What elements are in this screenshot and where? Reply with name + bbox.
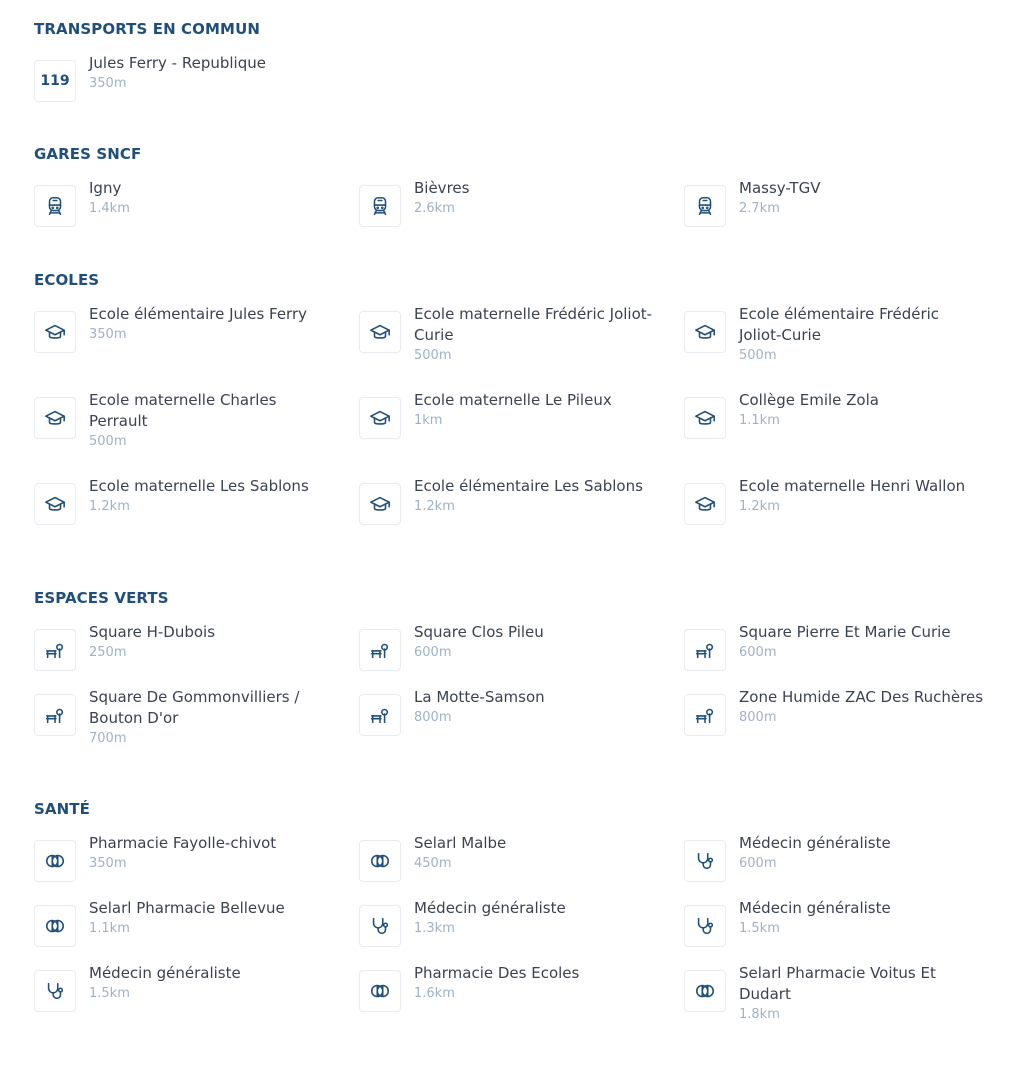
train-icon (684, 185, 726, 227)
item-name: Médecin généraliste (739, 899, 891, 917)
list-item[interactable] (34, 179, 334, 249)
item-distance: 1.6km (414, 986, 455, 1001)
item-name: Médecin généraliste (89, 964, 241, 982)
list-item[interactable] (359, 623, 659, 693)
graduation-cap-icon (359, 397, 401, 439)
pill-icon (359, 970, 401, 1012)
item-name: Ecole élémentaire Jules Ferry (89, 305, 308, 323)
item-distance: 1.3km (414, 921, 455, 936)
graduation-cap-icon (359, 311, 401, 353)
list-item[interactable] (34, 834, 334, 904)
section-ecoles (34, 271, 994, 561)
item-text (414, 304, 659, 366)
item-distance: 350m (89, 76, 127, 91)
list-item[interactable] (359, 305, 659, 375)
item-name: Ecole élémentaire Frédéric Joliot-Curie (739, 305, 940, 344)
item-text (739, 687, 984, 728)
pill-icon (684, 970, 726, 1012)
item-distance: 700m (89, 731, 127, 746)
list-item[interactable] (684, 623, 984, 693)
item-text (414, 476, 659, 517)
bench-tree-icon (34, 694, 76, 736)
item-distance: 1.8km (739, 1007, 780, 1022)
stethoscope-icon (684, 905, 726, 947)
item-name: Ecole maternelle Les Sablons (89, 477, 309, 495)
item-distance: 600m (414, 645, 452, 660)
item-text (739, 622, 984, 663)
item-distance: 1km (414, 413, 443, 428)
item-name: Square H-Dubois (89, 623, 216, 641)
item-text (414, 833, 659, 874)
list-item[interactable] (34, 305, 334, 375)
list-item[interactable] (34, 688, 334, 758)
item-text (89, 687, 334, 749)
item-distance: 2.7km (739, 201, 780, 216)
list-item[interactable] (34, 623, 334, 693)
item-distance: 1.4km (89, 201, 130, 216)
list-item[interactable] (359, 391, 659, 461)
item-text (739, 833, 984, 874)
item-distance: 500m (89, 434, 127, 449)
list-item[interactable] (34, 964, 334, 1034)
pill-icon (359, 840, 401, 882)
item-text (414, 687, 659, 728)
item-distance: 500m (414, 348, 452, 363)
stethoscope-icon (34, 970, 76, 1012)
item-name: Collège Emile Zola (739, 391, 879, 409)
item-name: Médecin généraliste (739, 834, 891, 852)
item-distance: 1.1km (739, 413, 780, 428)
item-text (739, 390, 984, 431)
item-name: La Motte-Samson (414, 688, 545, 706)
bus-line-badge (34, 60, 76, 102)
section-transports (34, 20, 994, 110)
section-gares (34, 145, 994, 235)
pill-icon (34, 840, 76, 882)
item-text (89, 390, 334, 452)
bench-tree-icon (34, 629, 76, 671)
item-text (414, 390, 659, 431)
item-distance: 250m (89, 645, 127, 660)
item-text (89, 963, 334, 1004)
section-title-transports: TRANSPORTS EN COMMUN (34, 20, 260, 38)
item-distance: 800m (739, 710, 777, 725)
item-distance: 450m (414, 856, 452, 871)
graduation-cap-icon (684, 483, 726, 525)
item-distance: 1.2km (89, 499, 130, 514)
item-distance: 350m (89, 856, 127, 871)
item-text (739, 963, 984, 1025)
item-text (414, 622, 659, 663)
list-item[interactable] (684, 834, 984, 904)
graduation-cap-icon (34, 483, 76, 525)
item-text (89, 476, 334, 517)
graduation-cap-icon (34, 397, 76, 439)
section-sante (34, 800, 994, 1040)
list-item[interactable] (34, 899, 334, 969)
bench-tree-icon (684, 629, 726, 671)
item-name: Square Clos Pileu (414, 623, 544, 641)
train-icon (359, 185, 401, 227)
item-distance: 1.5km (739, 921, 780, 936)
item-distance: 350m (89, 327, 127, 342)
item-text (414, 963, 659, 1004)
list-item[interactable] (684, 964, 984, 1034)
stethoscope-icon (359, 905, 401, 947)
list-item[interactable] (359, 688, 659, 758)
section-title-sante: SANTÉ (34, 800, 90, 818)
list-item[interactable] (359, 834, 659, 904)
item-name: Ecole élémentaire Les Sablons (414, 477, 643, 495)
bus-line-number: 119 (40, 73, 70, 89)
item-name: Selarl Pharmacie Voitus Et Dudart (739, 964, 936, 1003)
list-item[interactable] (684, 688, 984, 758)
item-name: Ecole maternelle Charles Perrault (89, 391, 277, 430)
item-distance: 600m (739, 645, 777, 660)
list-item[interactable] (684, 477, 984, 547)
item-distance: 600m (739, 856, 777, 871)
item-name: Square De Gommonvilliers / Bouton D'or (89, 688, 300, 727)
item-text (89, 898, 334, 939)
item-text (414, 898, 659, 939)
stethoscope-icon (684, 840, 726, 882)
list-item[interactable] (34, 54, 334, 124)
graduation-cap-icon (359, 483, 401, 525)
list-item[interactable] (34, 391, 334, 461)
item-text (739, 304, 984, 366)
item-name: Ecole maternelle Le Pileux (414, 391, 612, 409)
section-espaces-verts (34, 589, 994, 769)
graduation-cap-icon (34, 311, 76, 353)
item-name: Zone Humide ZAC Des Ruchères (739, 688, 984, 706)
item-text (739, 476, 984, 517)
item-text (89, 833, 334, 874)
item-name: Ecole maternelle Henri Wallon (739, 477, 966, 495)
bench-tree-icon (359, 694, 401, 736)
list-item[interactable] (684, 391, 984, 461)
item-name: Médecin généraliste (414, 899, 566, 917)
section-title-espaces-verts: ESPACES VERTS (34, 589, 169, 607)
item-text (89, 622, 334, 663)
item-name: Selarl Malbe (414, 834, 507, 852)
item-name: Pharmacie Des Ecoles (414, 964, 580, 982)
item-name: Square Pierre Et Marie Curie (739, 623, 951, 641)
list-item[interactable] (684, 179, 984, 249)
list-item[interactable] (359, 477, 659, 547)
item-distance: 1.2km (414, 499, 455, 514)
list-item[interactable] (359, 964, 659, 1034)
train-icon (34, 185, 76, 227)
graduation-cap-icon (684, 311, 726, 353)
item-name: Selarl Pharmacie Bellevue (89, 899, 285, 917)
list-item[interactable] (34, 477, 334, 547)
section-title-ecoles: ECOLES (34, 271, 100, 289)
item-name: Ecole maternelle Frédéric Joliot-Curie (414, 305, 653, 344)
list-item[interactable] (684, 305, 984, 375)
item-text (414, 178, 659, 219)
item-name: Bièvres (414, 179, 470, 197)
item-distance: 500m (739, 348, 777, 363)
item-distance: 1.2km (739, 499, 780, 514)
graduation-cap-icon (684, 397, 726, 439)
item-text (739, 178, 984, 219)
section-title-gares: GARES SNCF (34, 145, 142, 163)
list-item[interactable] (359, 179, 659, 249)
item-name: Igny (89, 179, 122, 197)
item-name: Massy-TGV (739, 179, 821, 197)
bench-tree-icon (684, 694, 726, 736)
item-text (89, 53, 334, 94)
item-distance: 1.1km (89, 921, 130, 936)
item-distance: 2.6km (414, 201, 455, 216)
item-distance: 800m (414, 710, 452, 725)
item-text (739, 898, 984, 939)
list-item[interactable] (359, 899, 659, 969)
item-text (89, 178, 334, 219)
bench-tree-icon (359, 629, 401, 671)
list-item[interactable] (684, 899, 984, 969)
item-name: Pharmacie Fayolle-chivot (89, 834, 277, 852)
item-text (89, 304, 334, 345)
pill-icon (34, 905, 76, 947)
item-name: Jules Ferry - Republique (89, 54, 266, 72)
item-distance: 1.5km (89, 986, 130, 1001)
